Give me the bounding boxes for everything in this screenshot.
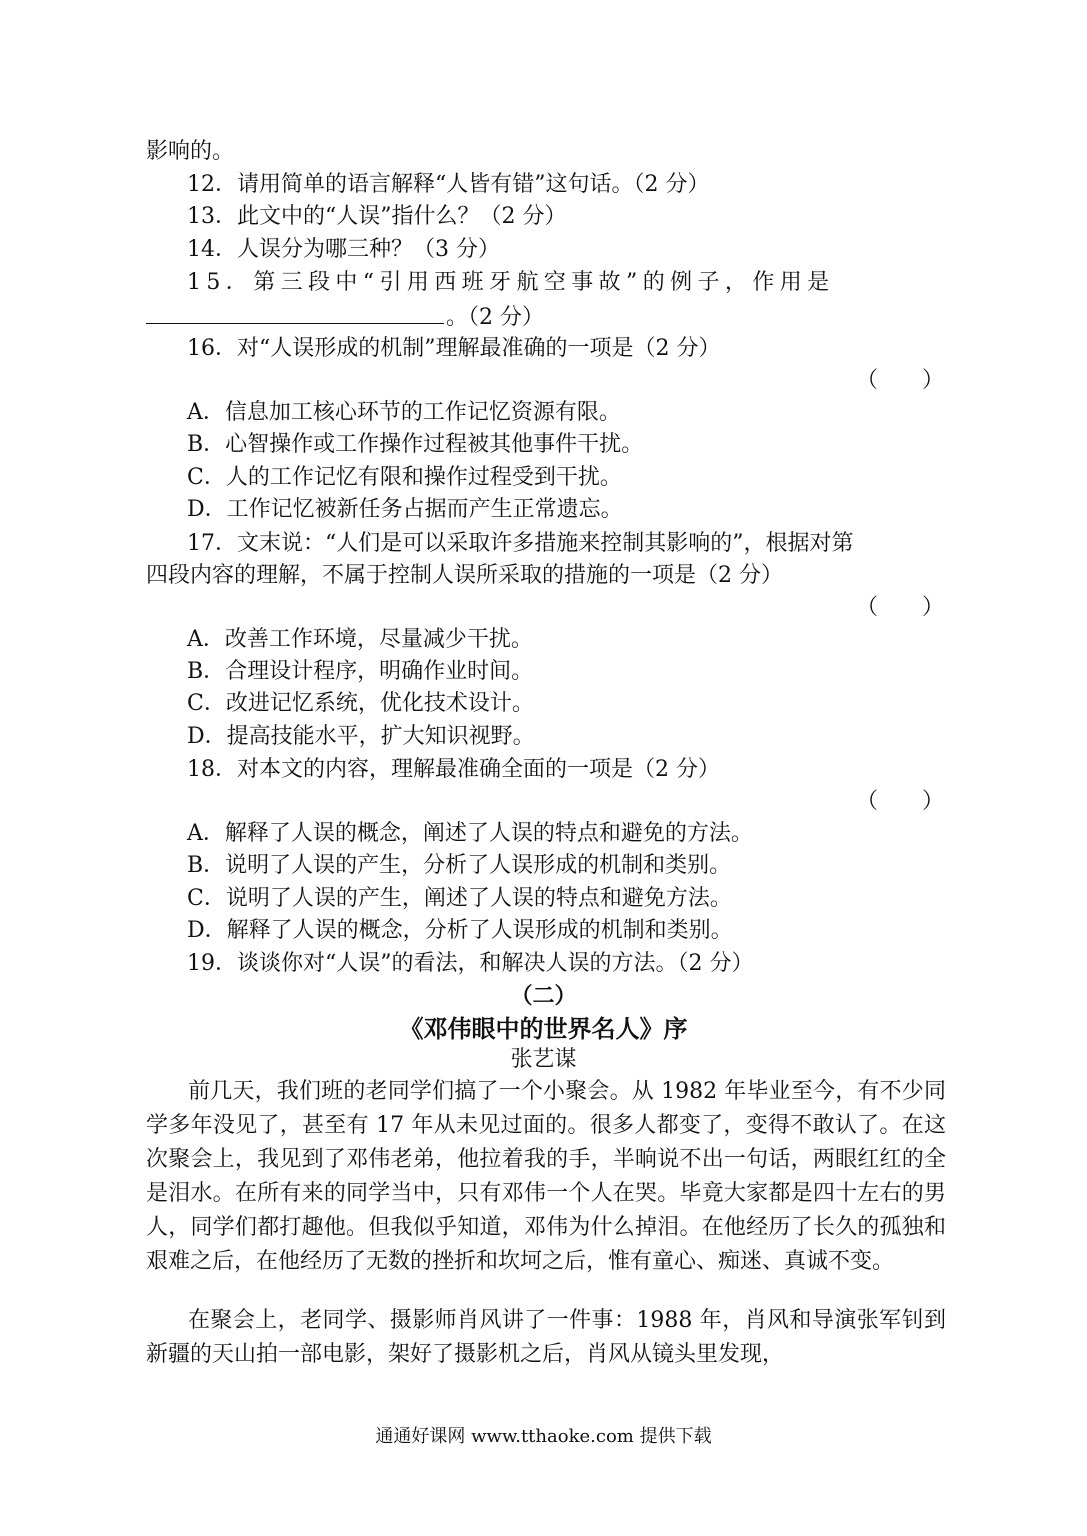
paragraph-2: 在聚会上，老同学、摄影师肖风讲了一件事：1988 年，肖风和导演张军钊到新疆的天山拍一部电影，架好了摄影机之后，肖风从镜头里发现， [146, 1308, 946, 1367]
option-16-b: B．心智操作或工作操作过程被其他事件干扰。 [187, 432, 644, 457]
option-18-a: A．解释了人误的概念，阐述了人误的特点和避免的方法。 [187, 821, 753, 846]
page-footer: 通通好课网 www.tthaoke.com 提供下载 [375, 1426, 712, 1447]
question-17-cont: 四段内容的理解，不属于控制人误所采取的措施的一项是（2 分） [146, 563, 783, 588]
option-17-a: A．改善工作环境，尽量减少干扰。 [187, 627, 533, 652]
answer-parentheses: （ ） [856, 789, 945, 814]
answer-parentheses: （ ） [856, 368, 945, 393]
question-18: 18．对本文的内容，理解最准确全面的一项是（2 分） [187, 757, 720, 782]
question-15: 15．第三段中“引用西班牙航空事故”的例子，作用是 [187, 270, 835, 295]
option-16-a: A．信息加工核心环节的工作记忆资源有限。 [187, 400, 621, 425]
option-17-b: B．合理设计程序，明确作业时间。 [187, 659, 534, 684]
article-title: 《邓伟眼中的世界名人》序 [399, 1014, 688, 1043]
section-number: （二） [510, 983, 577, 1009]
option-17-d: D．提高技能水平，扩大知识视野。 [187, 724, 535, 749]
intro-line: 影响的。 [146, 139, 235, 164]
option-16-c: C．人的工作记忆有限和操作过程受到干扰。 [187, 465, 622, 490]
paragraph-1: 前几天，我们班的老同学们搞了一个小聚会。从 1982 年毕业至今，有不少同学多年没见了，甚至有 17 年从未见过面的。很多人都变了，变得不敢认了。在这次聚会上，我见到了邓伟老弟，他拉着我的手，半晌说不出一句话，两眼红红的全是泪水。在所有来的同学当中，只有邓伟一个人在哭。毕竟大家都是四十左右的男人，同学们都打趣他。但我似乎知道，邓伟为什么掉泪。在他经历了长久的孤独和艰难之后，在他经历了无数的挫折和坎坷之后，惟有童心、痴迷、真诚不变。 [146, 1079, 946, 1274]
question-14: 14．人误分为哪三种？（3 分） [187, 237, 500, 262]
question-12: 12．请用简单的语言解释“人皆有错”这句话。（2 分） [187, 172, 710, 197]
question-16: 16．对“人误形成的机制”理解最准确的一项是（2 分） [187, 336, 721, 361]
option-18-d: D．解释了人误的概念，分析了人误形成的机制和类别。 [187, 918, 733, 943]
option-16-d: D．工作记忆被新任务占据而产生正常遗忘。 [187, 497, 623, 522]
answer-blank[interactable] [146, 301, 444, 324]
option-18-b: B．说明了人误的产生，分析了人误形成的机制和类别。 [187, 853, 732, 878]
answer-parentheses: （ ） [856, 595, 945, 620]
question-19: 19．谈谈你对“人误”的看法，和解决人误的方法。（2 分） [187, 951, 754, 976]
article-author: 张艺谋 [510, 1047, 577, 1072]
question-15-answer-line [146, 301, 544, 333]
question-15-score: 。（2 分） [446, 305, 544, 330]
question-17: 17．文末说：“人们是可以采取许多措施来控制其影响的”，根据对第 [187, 531, 854, 556]
question-13: 13．此文中的“人误”指什么？（2 分） [187, 204, 567, 229]
option-18-c: C．说明了人误的产生，阐述了人误的特点和避免方法。 [187, 886, 732, 911]
option-17-c: C．改进记忆系统，优化技术设计。 [187, 691, 534, 716]
